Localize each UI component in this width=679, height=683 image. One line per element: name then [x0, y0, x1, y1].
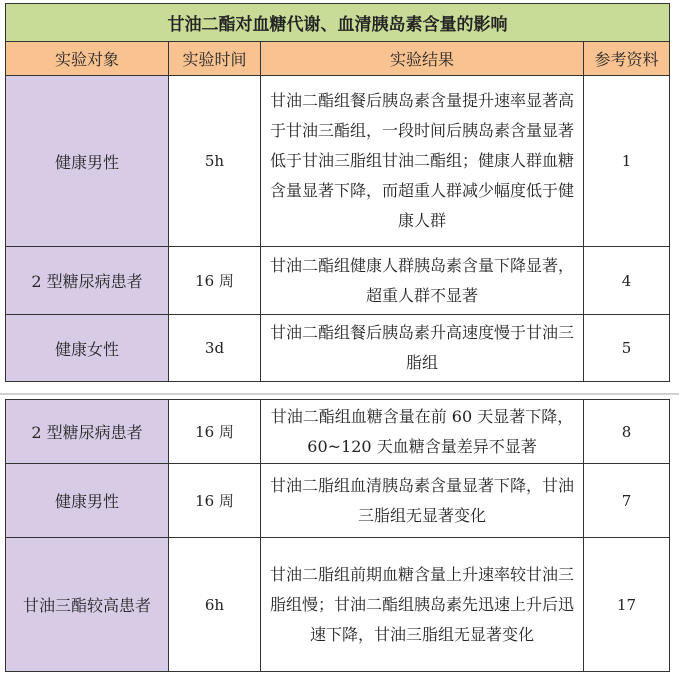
time-cell: 16 周 [169, 247, 261, 315]
result-cell: 甘油二酯组健康人群胰岛素含量下降显著，超重人群不显著 [261, 247, 584, 315]
results-table-bottom [5, 399, 670, 672]
results-table-top [5, 3, 670, 382]
page-divider [0, 393, 679, 395]
time-cell: 3d [169, 315, 261, 382]
table-row [6, 538, 670, 672]
table-row [6, 464, 670, 538]
header-time: 实验时间 [169, 42, 261, 76]
table-row [6, 247, 670, 315]
time-cell: 16 周 [169, 400, 261, 464]
table-row [6, 76, 670, 247]
table-row [6, 315, 670, 382]
subject-cell: 健康女性 [6, 315, 169, 382]
reference-cell: 5 [584, 315, 670, 382]
table-title: 甘油二酯对血糖代谢、血清胰岛素含量的影响 [6, 4, 670, 42]
header-row [6, 42, 670, 76]
result-cell: 甘油二酯组血糖含量在前 60 天显著下降，60~120 天血糖含量差异不显著 [261, 400, 584, 464]
reference-cell: 7 [584, 464, 670, 538]
reference-cell: 17 [584, 538, 670, 672]
time-cell: 5h [169, 76, 261, 247]
time-cell: 6h [169, 538, 261, 672]
result-cell: 甘油二脂组前期血糖含量上升速率较甘油三脂组慢；甘油二酯组胰岛素先迅速上升后迅速下降，甘油三脂组无显著变化 [261, 538, 584, 672]
subject-cell: 2 型糖尿病患者 [6, 400, 169, 464]
header-result: 实验结果 [261, 42, 584, 76]
header-subject: 实验对象 [6, 42, 169, 76]
subject-cell: 健康男性 [6, 76, 169, 247]
subject-cell: 甘油三酯较高患者 [6, 538, 169, 672]
result-cell: 甘油二酯组餐后胰岛素含量提升速率显著高于甘油三酯组，一段时间后胰岛素含量显著低于甘油三脂组甘油二酯组；健康人群血糖含量显著下降，而超重人群减少幅度低于健康人群 [261, 76, 584, 247]
subject-cell: 健康男性 [6, 464, 169, 538]
subject-cell: 2 型糖尿病患者 [6, 247, 169, 315]
reference-cell: 4 [584, 247, 670, 315]
result-cell: 甘油二脂组血清胰岛素含量显著下降，甘油三脂组无显著变化 [261, 464, 584, 538]
result-cell: 甘油二酯组餐后胰岛素升高速度慢于甘油三脂组 [261, 315, 584, 382]
reference-cell: 1 [584, 76, 670, 247]
reference-cell: 8 [584, 400, 670, 464]
header-reference: 参考资料 [584, 42, 670, 76]
time-cell: 16 周 [169, 464, 261, 538]
title-row [6, 4, 670, 42]
table-row [6, 400, 670, 464]
